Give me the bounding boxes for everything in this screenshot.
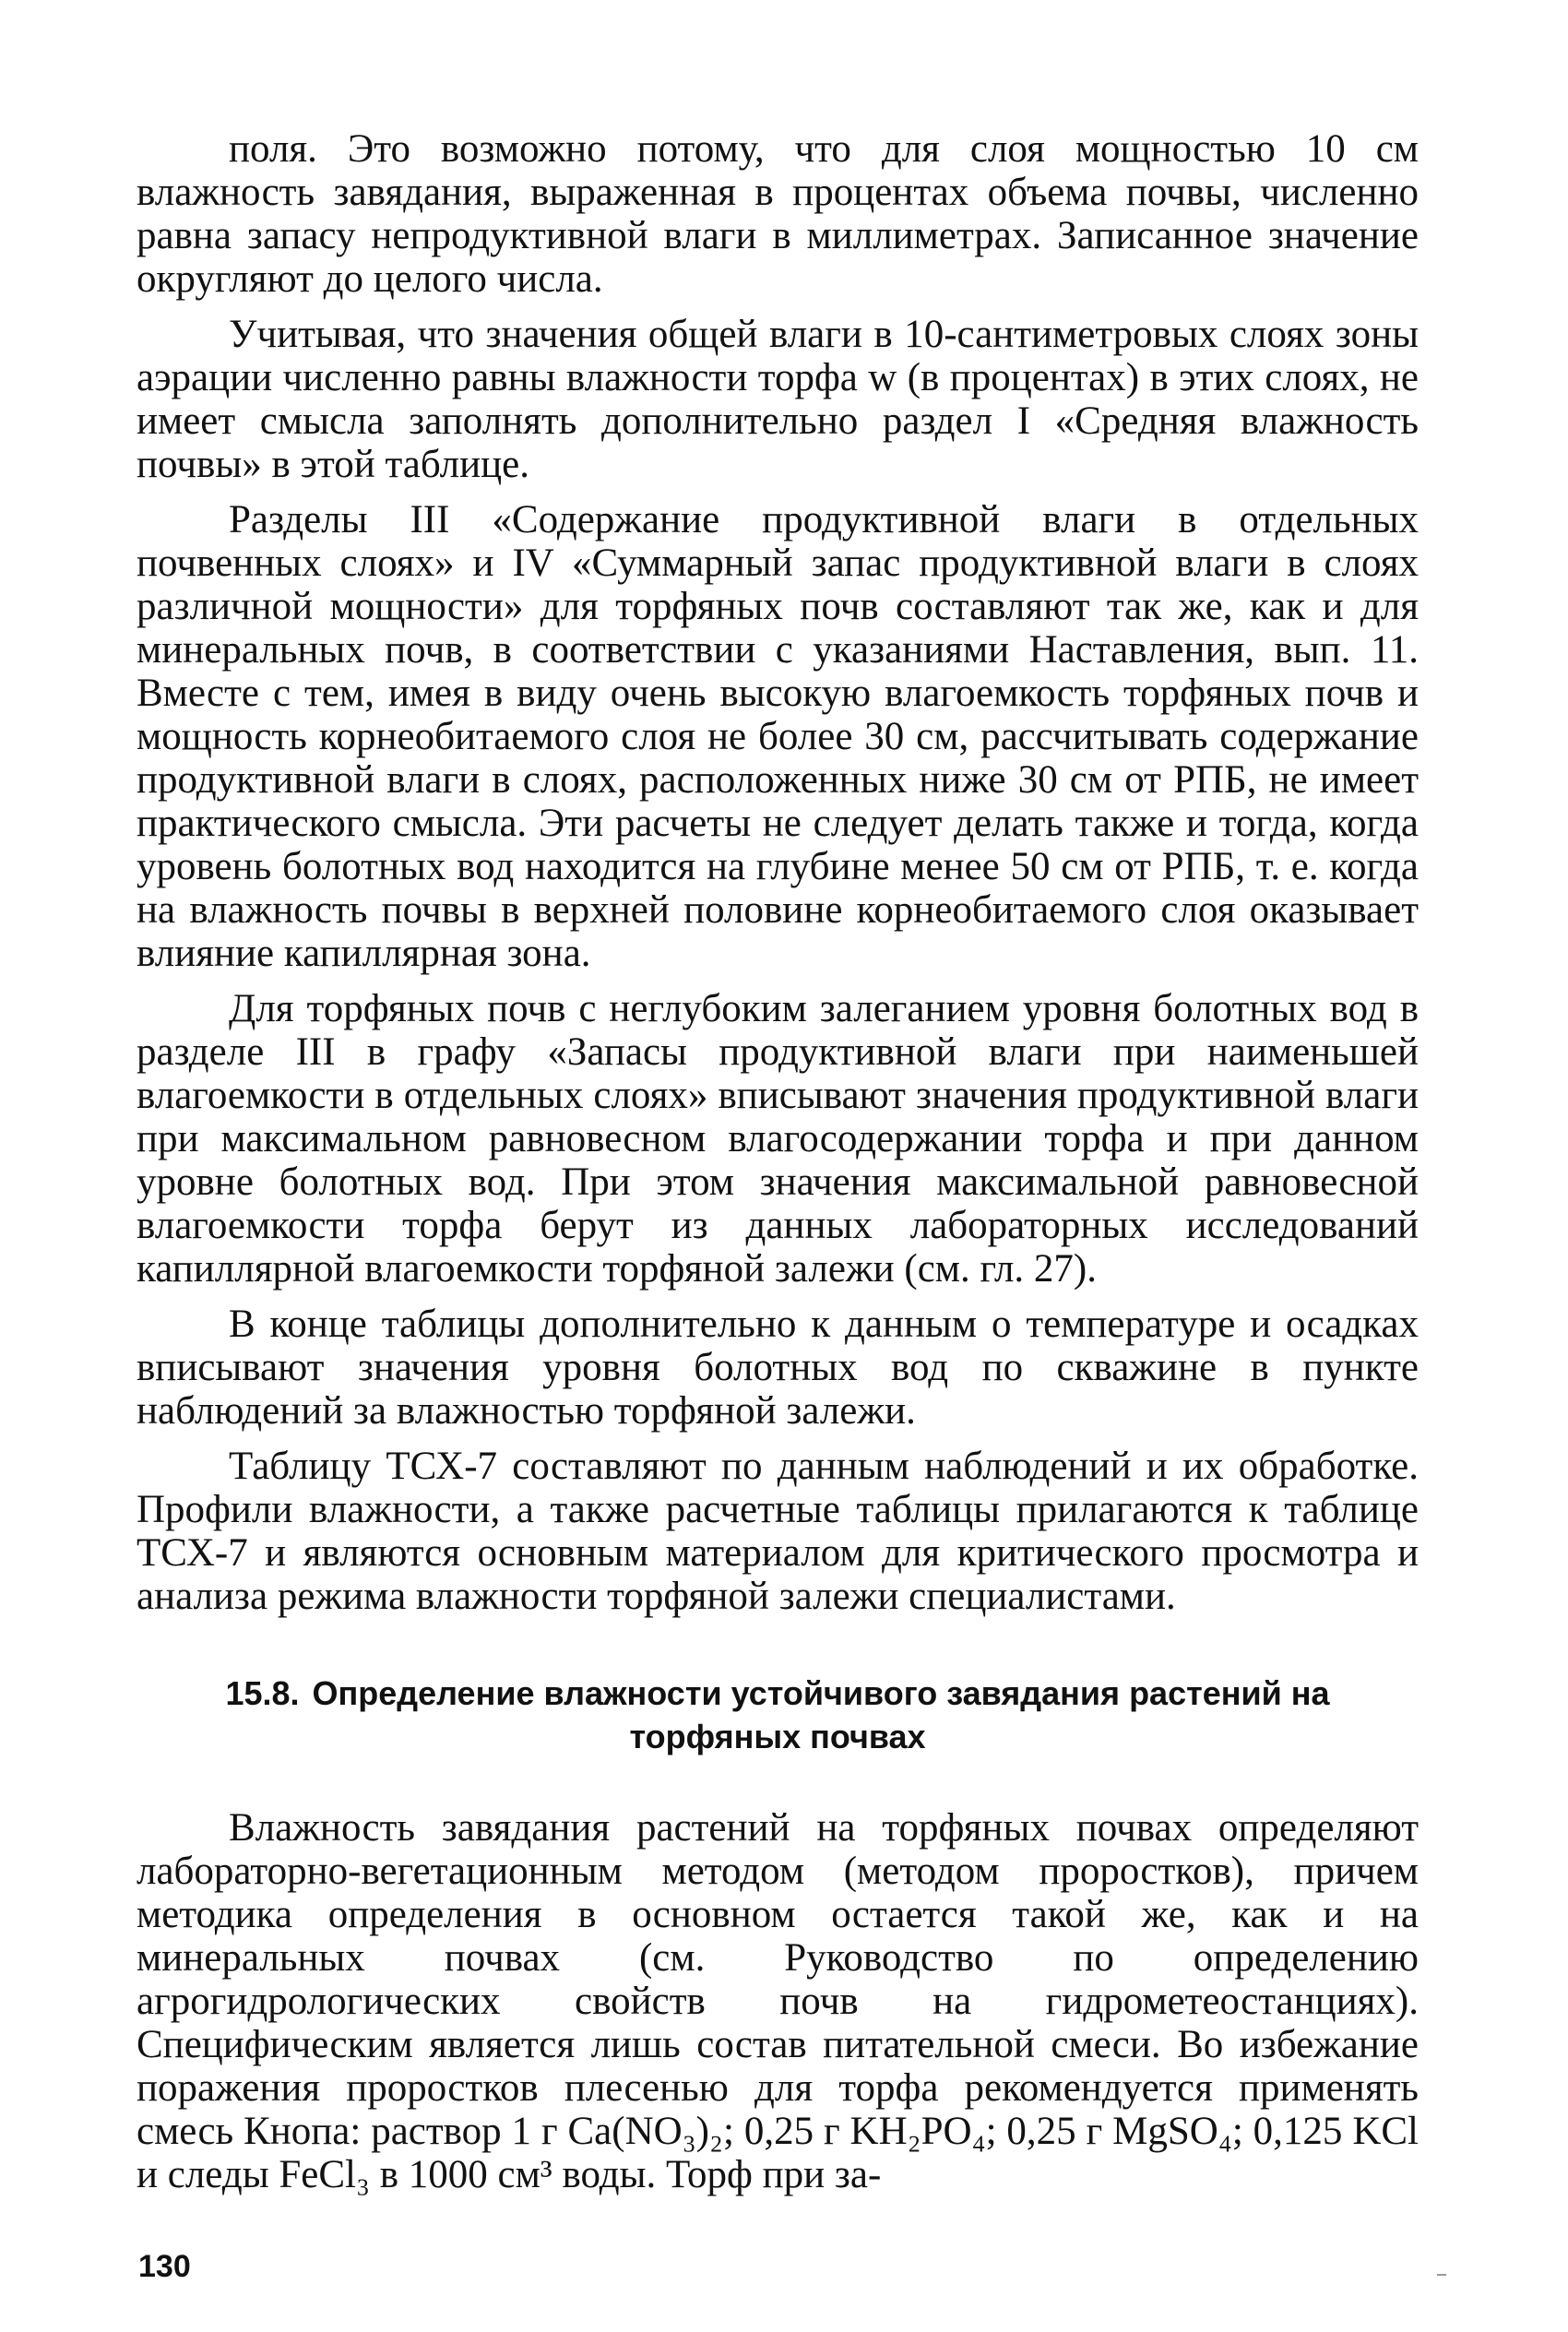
paragraph-5: В конце таблицы дополнительно к данным о температуре и осадках вписывают значения уровня болотных вод по скважине в пункте наблюдений за влажностью торфяной залежи. (137, 1303, 1419, 1433)
paragraph-2: Учитывая, что значения общей влаги в 10-сантиметровых слоях зоны аэрации численно равны влажности торфа w (в процентах) в этих слоях, не имеет смысла заполнять дополнительно раздел I «Средняя влажность почвы» в этой таблице. (137, 313, 1419, 486)
paragraph-3: Разделы III «Содержание продуктивной влаги в отдельных почвенных слоях» и IV «Суммарный запас продуктивной влаги в слоях различной мощности» для торфяных почв составляют так же, как и для минеральных почв, в соответствии с указаниями Наставления, вып. 11. Вместе с тем, имея в виду очень высокую влагоемкость торфяных почв и мощность корнеобитаемого слоя не более 30 см, рассчитывать содержание продуктивной влаги в слоях, расположенных ниже 30 см от РПБ, не имеет практического смысла. Эти расчеты не следует делать также и тогда, когда уровень болотных вод находится на глубине менее 50 см от РПБ, т. е. когда на влажность почвы в верхней половине корнеобитаемого слоя оказывает влияние капиллярная зона. (137, 498, 1419, 975)
section-heading (173, 1672, 1382, 1758)
paragraph-6: Таблицу ТСХ-7 составляют по данным наблюдений и их обработке. Профили влажности, а также расчетные таблицы прилагаются к таблице ТСХ-7 и являются основным материалом для критического просмотра и анализа режима влажности торфяной залежи специалистами. (137, 1445, 1419, 1618)
section-paragraph: Влажность завядания растений на торфяных почвах определяют лабораторно-вегетационным методом (методом проростков), причем методика определения в основном остается такой же, как и на минеральных почвах (см. Руководство по определению агрогидрологических свойств почв на гидрометеостанциях). Специфическим является лишь состав питательной смеси. Во избежание поражения проростков плесенью для торфа рекомендуется применять смесь Кнопа: раствор 1 г Ca(NO₃)₂; 0,25 г KH₂PO₄; 0,25 г MgSO₄; 0,125 KCl и следы FeCl₃ в 1000 см³ воды. Торф при за- (137, 1806, 1419, 2196)
page-number: 130 (138, 2249, 191, 2284)
section-title: Определение влажности устойчивого завядания растений на торфяных почвах (312, 1674, 1330, 1755)
page-body (137, 127, 1419, 2196)
section-number: 15.8. (225, 1674, 300, 1712)
paragraph-1: поля. Это возможно потому, что для слоя мощностью 10 см влажность завядания, выраженная в процентах объема почвы, численно равна запасу непродуктивной влаги в миллиметрах. Записанное значение округляют до целого числа. (137, 127, 1419, 301)
scan-mark (1437, 2274, 1446, 2276)
paragraph-4: Для торфяных почв с неглубоким залеганием уровня болотных вод в разделе III в графу «Запасы продуктивной влаги при наименьшей влагоемкости в отдельных слоях» вписывают значения продуктивной влаги при максимальном равновесном влагосодержании торфа и при данном уровне болотных вод. При этом значения максимальной равновесной влагоемкости торфа берут из данных лабораторных исследований капиллярной влагоемкости торфяной залежи (см. гл. 27). (137, 987, 1419, 1291)
